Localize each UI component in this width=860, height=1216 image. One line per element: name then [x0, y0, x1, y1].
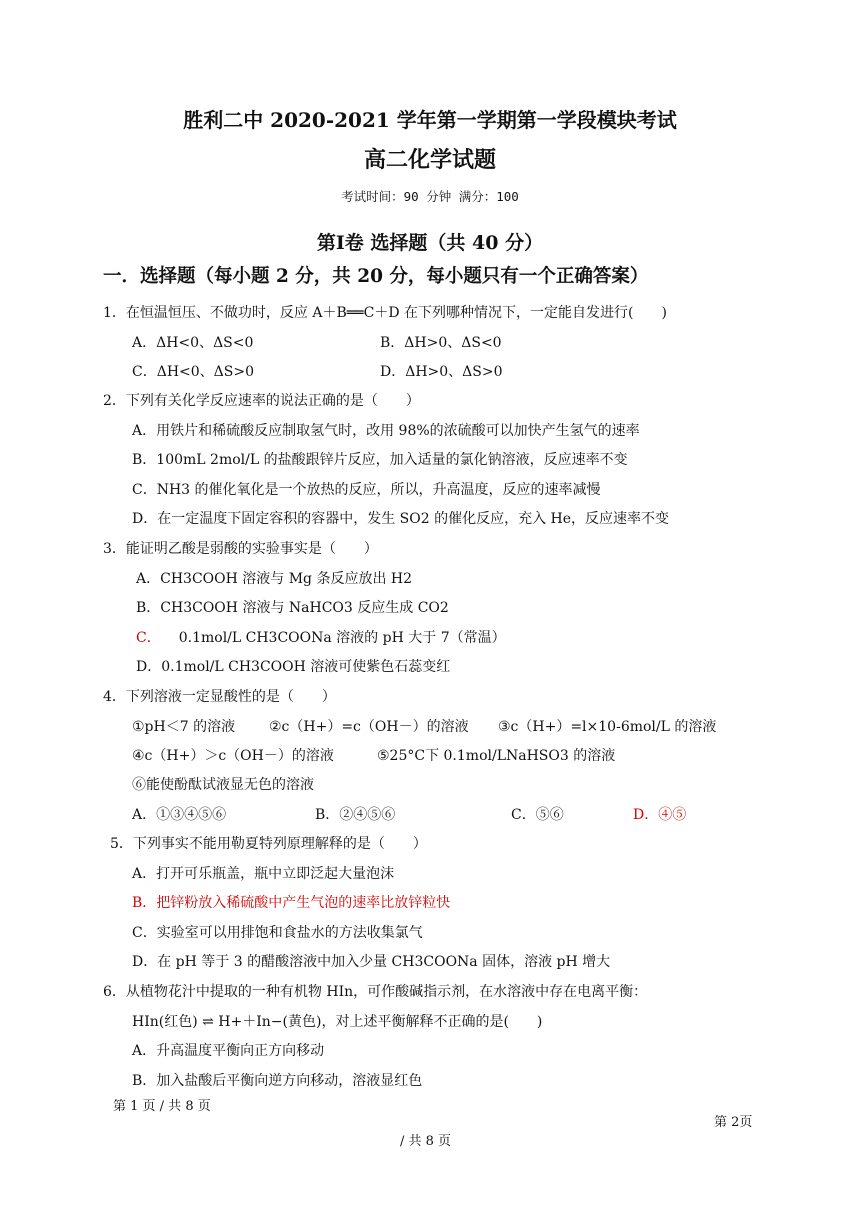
question-1-option-b: B．ΔH>0、ΔS<0	[380, 335, 502, 351]
question-4-item-3: ③c（H+）=l×10-6mol/L 的溶液	[498, 719, 717, 735]
question-3-option-b: B．CH3COOH 溶液与 NaHCO3 反应生成 CO2	[136, 600, 449, 616]
question-4-option-c: C．⑤⑥	[511, 807, 564, 823]
question-4-item-6: ⑥能使酚酞试液显无色的溶液	[132, 777, 314, 793]
question-3-stem: 3．能证明乙酸是弱酸的实验事实是（ ）	[103, 541, 378, 557]
section-title: 一．选择题（每小题 2 分，共 20 分，每小题只有一个正确答案）	[103, 266, 649, 287]
question-5-option-d: D．在 pH 等于 3 的醋酸溶液中加入少量 CH3COONa 固体，溶液 pH 增大	[132, 954, 611, 970]
part-title: 第Ⅰ卷 选择题（共 40 分）	[316, 232, 544, 254]
page-footer-left: 第 1 页 / 共 8 页	[113, 1099, 211, 1114]
question-1-stem: 1．在恒温恒压、不做功时，反应 A＋B══C＋D 在下列哪种情况下，一定能自发进行( )	[103, 305, 667, 321]
question-3-option-d: D．0.1mol/L CH3COOH 溶液可使紫色石蕊变红	[136, 659, 451, 675]
question-2-stem: 2．下列有关化学反应速率的说法正确的是（ ）	[103, 393, 420, 409]
question-4-stem: 4．下列溶液一定显酸性的是（ ）	[103, 689, 336, 705]
question-2-option-b: B．100mL 2mol/L 的盐酸跟锌片反应，加入适量的氯化钠溶液，反应速率不变	[132, 452, 628, 468]
question-6-option-b: B．加入盐酸后平衡向逆方向移动，溶液显红色	[132, 1073, 423, 1089]
page-footer-center: / 共 8 页	[400, 1134, 452, 1149]
exam-title: 胜利二中 2020-2021 学年第一学期第一学段模块考试	[183, 108, 677, 132]
question-2-option-c: C．NH3 的催化氧化是一个放热的反应，所以，升高温度，反应的速率减慢	[132, 482, 601, 498]
question-4-option-b: B．②④⑤⑥	[315, 807, 396, 823]
question-4-item-5: ⑤25°C下 0.1mol/LNaHSO3 的溶液	[377, 748, 616, 764]
question-3-option-c-letter: C．	[136, 630, 161, 646]
question-4-option-d: D．④⑤	[633, 807, 687, 823]
question-4-option-a: A．①③④⑤⑥	[132, 807, 227, 823]
question-1-option-a: A．ΔH<0、ΔS<0	[132, 335, 254, 351]
exam-info: 考试时间：90 分钟 满分：100	[341, 189, 519, 204]
exam-subtitle: 高二化学试题	[363, 147, 496, 173]
question-2-option-d: D．在一定温度下固定容积的容器中，发生 SO2 的催化反应，充入 He，反应速率不变	[132, 511, 670, 527]
question-4-item-2: ②c（H+）=c（OH－）的溶液	[269, 719, 469, 735]
question-5-stem: 5．下列事实不能用勒夏特列原理解释的是（ ）	[110, 836, 427, 852]
question-3-option-c-text: 0.1mol/L CH3COONa 溶液的 pH 大于 7（常温）	[178, 630, 506, 646]
question-4-item-1: ①pH＜7 的溶液	[132, 719, 236, 735]
page-footer-right: 第 2页	[714, 1115, 753, 1130]
question-6-stem: 6．从植物花汁中提取的一种有机物 HIn，可作酸碱指示剂，在水溶液中存在电离平衡：	[103, 984, 648, 1000]
question-5-option-a: A．打开可乐瓶盖，瓶中立即泛起大量泡沫	[132, 866, 395, 882]
question-2-option-a: A．用铁片和稀硫酸反应制取氢气时，改用 98%的浓硫酸可以加快产生氢气的速率	[132, 423, 640, 439]
question-4-item-4: ④c（H+）＞c（OH－）的溶液	[132, 748, 334, 764]
question-6-equation: HIn(红色) ⇌ H+＋In−(黄色)，对上述平衡解释不正确的是( )	[132, 1014, 543, 1030]
question-1-option-c: C．ΔH<0、ΔS>0	[132, 364, 255, 380]
question-3-option-c	[136, 627, 506, 647]
question-5-option-c: C．实验室可以用排饱和食盐水的方法收集氯气	[132, 925, 423, 941]
question-3-option-a: A．CH3COOH 溶液与 Mg 条反应放出 H2	[136, 571, 413, 587]
question-1-option-d: D．ΔH>0、ΔS>0	[380, 364, 503, 380]
question-6-option-a: A．升高温度平衡向正方向移动	[132, 1043, 325, 1059]
question-5-option-b: B．把锌粉放入稀硫酸中产生气泡的速率比放锌粒快	[132, 895, 451, 911]
